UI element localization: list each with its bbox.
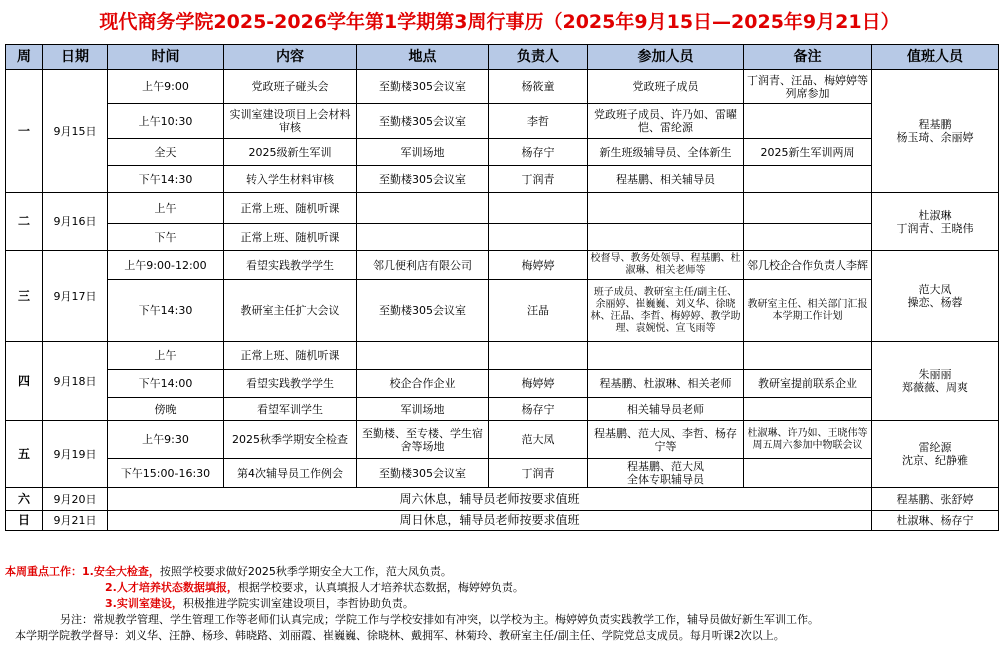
participants-cell: 相关辅导员老师	[588, 398, 744, 421]
table-row	[6, 398, 999, 421]
time-cell: 下午15:00-16:30	[108, 459, 224, 488]
owner-cell	[489, 193, 588, 224]
duty-cell: 范大凤 操恋、杨蓉	[872, 251, 999, 342]
note-cell	[744, 166, 872, 193]
footer-supervisor-line: 本学期学院教学督导：刘义华、汪静、杨珍、韩晓路、刘丽霞、崔巍巍、徐晓林、戴拥军、林菊玲、教研室主任/副主任、学院党总支成员。每月听课2次以上。	[15, 629, 785, 642]
header-place: 地点	[357, 45, 489, 70]
header-participants: 参加人员	[588, 45, 744, 70]
place-cell: 军训场地	[357, 139, 489, 166]
note-cell: 邻几校企合作负责人李辉	[744, 251, 872, 280]
key-item-2-body: 根据学校要求，认真填报人才培养状态数据，梅婷婷负责。	[237, 581, 524, 594]
place-cell: 至勤楼、至专楼、学生宿舍等场地	[357, 421, 489, 459]
owner-cell: 杨筱童	[489, 70, 588, 104]
table-row	[6, 139, 999, 166]
header-time: 时间	[108, 45, 224, 70]
date-cell: 9月18日	[43, 342, 108, 421]
time-cell: 下午14:00	[108, 370, 224, 398]
owner-cell	[489, 224, 588, 251]
duty-cell: 程基鹏 杨玉琦、余丽婷	[872, 70, 999, 193]
merged-rest-cell: 周六休息，辅导员老师按要求值班	[108, 488, 872, 511]
content-cell: 党政班子碰头会	[224, 70, 357, 104]
time-cell: 上午9:00	[108, 70, 224, 104]
participants-cell	[588, 342, 744, 370]
date-cell: 9月21日	[43, 511, 108, 531]
owner-cell: 丁润青	[489, 166, 588, 193]
time-cell: 上午	[108, 193, 224, 224]
note-cell: 丁润青、汪晶、梅婷婷等列席参加	[744, 70, 872, 104]
table-row	[6, 511, 999, 531]
place-cell: 军训场地	[357, 398, 489, 421]
footer-note-line: 另注：常规教学管理、学生管理工作等老师们认真完成；学院工作与学校安排如有冲突，以学校为主。梅婷婷负责实践教学工作，辅导员做好新生军训工作。	[60, 613, 819, 626]
owner-cell: 范大凤	[489, 421, 588, 459]
participants-cell	[588, 224, 744, 251]
note-cell: 杜淑琳、许乃如、王晓伟等周五周六参加中物联会议	[744, 421, 872, 459]
header-content: 内容	[224, 45, 357, 70]
owner-cell: 汪晶	[489, 280, 588, 342]
participants-cell: 校督导、教务处领导、程基鹏、杜淑琳、相关老师等	[588, 251, 744, 280]
time-cell: 上午	[108, 342, 224, 370]
header-owner: 负责人	[489, 45, 588, 70]
header-week: 周	[6, 45, 43, 70]
schedule-table	[5, 44, 999, 531]
table-row	[6, 280, 999, 342]
weekday-cell: 日	[6, 511, 43, 531]
content-cell: 正常上班、随机听课	[224, 224, 357, 251]
weekday-cell: 一	[6, 70, 43, 193]
place-cell: 至勤楼305会议室	[357, 70, 489, 104]
participants-cell: 新生班级辅导员、全体新生	[588, 139, 744, 166]
duty-cell: 杜淑琳、杨存宁	[872, 511, 999, 531]
note-cell	[744, 398, 872, 421]
note-cell	[744, 224, 872, 251]
key-item-1-body: 按照学校要求做好2025秋季学期安全大工作，范大凤负责。	[159, 565, 452, 578]
time-cell: 下午	[108, 224, 224, 251]
header-note: 备注	[744, 45, 872, 70]
owner-cell: 梅婷婷	[489, 370, 588, 398]
place-cell	[357, 193, 489, 224]
content-cell: 正常上班、随机听课	[224, 193, 357, 224]
duty-cell: 杜淑琳 丁润青、王晓伟	[872, 193, 999, 251]
owner-cell	[489, 342, 588, 370]
table-row	[6, 488, 999, 511]
participants-cell: 党政班子成员	[588, 70, 744, 104]
participants-cell: 程基鹏、杜淑琳、相关老师	[588, 370, 744, 398]
content-cell: 看望实践教学学生	[224, 251, 357, 280]
table-row	[6, 104, 999, 139]
key-item-3-head: 3.实训室建设，	[105, 597, 183, 610]
participants-cell	[588, 193, 744, 224]
content-cell: 正常上班、随机听课	[224, 342, 357, 370]
table-row	[6, 70, 999, 104]
footer-line-3	[5, 596, 998, 612]
content-cell: 看望实践教学学生	[224, 370, 357, 398]
owner-cell: 杨存宁	[489, 398, 588, 421]
table-row	[6, 421, 999, 459]
place-cell	[357, 342, 489, 370]
time-cell: 上午9:30	[108, 421, 224, 459]
key-item-1-head: 1.安全大检查，	[82, 565, 160, 578]
note-cell: 2025新生军训两周	[744, 139, 872, 166]
footer-notes	[5, 564, 998, 644]
note-cell	[744, 104, 872, 139]
content-cell: 2025秋季学期安全检查	[224, 421, 357, 459]
time-cell: 上午10:30	[108, 104, 224, 139]
date-cell: 9月19日	[43, 421, 108, 488]
key-item-3-body: 积极推进学院实训室建设项目，李哲协助负责。	[182, 597, 414, 610]
weekday-cell: 二	[6, 193, 43, 251]
place-cell: 至勤楼305会议室	[357, 166, 489, 193]
date-cell: 9月15日	[43, 70, 108, 193]
table-row	[6, 193, 999, 224]
place-cell: 邻几便利店有限公司	[357, 251, 489, 280]
weekday-cell: 四	[6, 342, 43, 421]
place-cell: 校企合作企业	[357, 370, 489, 398]
note-cell: 教研室主任、相关部门汇报本学期工作计划	[744, 280, 872, 342]
participants-cell: 程基鹏、相关辅导员	[588, 166, 744, 193]
key-item-2-head: 2.人才培养状态数据填报，	[105, 581, 238, 594]
duty-cell: 朱丽丽 郑薇薇、周爽	[872, 342, 999, 421]
time-cell: 下午14:30	[108, 166, 224, 193]
note-cell	[744, 459, 872, 488]
owner-cell: 梅婷婷	[489, 251, 588, 280]
date-cell: 9月17日	[43, 251, 108, 342]
schedule-body	[6, 70, 999, 531]
footer-line-2	[5, 580, 998, 596]
time-cell: 傍晚	[108, 398, 224, 421]
duty-cell: 雷纶源 沈京、纪静雅	[872, 421, 999, 488]
date-cell: 9月16日	[43, 193, 108, 251]
header-row	[6, 45, 999, 70]
time-cell: 上午9:00-12:00	[108, 251, 224, 280]
table-row	[6, 224, 999, 251]
duty-cell: 程基鹏、张舒婷	[872, 488, 999, 511]
footer-line-1	[5, 564, 998, 580]
place-cell: 至勤楼305会议室	[357, 459, 489, 488]
time-cell: 全天	[108, 139, 224, 166]
place-cell: 至勤楼305会议室	[357, 104, 489, 139]
content-cell: 教研室主任扩大会议	[224, 280, 357, 342]
participants-cell: 程基鹏、范大凤、李哲、杨存宁等	[588, 421, 744, 459]
time-cell: 下午14:30	[108, 280, 224, 342]
content-cell: 2025级新生军训	[224, 139, 357, 166]
content-cell: 看望军训学生	[224, 398, 357, 421]
table-row	[6, 251, 999, 280]
key-work-label: 本周重点工作：	[5, 565, 82, 578]
weekday-cell: 三	[6, 251, 43, 342]
header-duty: 值班人员	[872, 45, 999, 70]
header-date: 日期	[43, 45, 108, 70]
owner-cell: 杨存宁	[489, 139, 588, 166]
owner-cell: 李哲	[489, 104, 588, 139]
merged-rest-cell: 周日休息，辅导员老师按要求值班	[108, 511, 872, 531]
content-cell: 实训室建设项目上会材料审核	[224, 104, 357, 139]
note-cell	[744, 193, 872, 224]
note-cell	[744, 342, 872, 370]
note-cell: 教研室提前联系企业	[744, 370, 872, 398]
weekday-cell: 六	[6, 488, 43, 511]
owner-cell: 丁润青	[489, 459, 588, 488]
participants-cell: 班子成员、教研室主任/副主任、余丽婷、崔巍巍、刘义华、徐晓林、汪晶、李哲、梅婷婷、教学助理、袁婉悦、宣飞雨等	[588, 280, 744, 342]
table-row	[6, 166, 999, 193]
participants-cell: 程基鹏、范大凤 全体专职辅导员	[588, 459, 744, 488]
weekday-cell: 五	[6, 421, 43, 488]
table-row	[6, 342, 999, 370]
date-cell: 9月20日	[43, 488, 108, 511]
place-cell	[357, 224, 489, 251]
content-cell: 第4次辅导员工作例会	[224, 459, 357, 488]
table-row	[6, 370, 999, 398]
page-title: 现代商务学院2025-2026学年第1学期第3周行事历（2025年9月15日—2025年9月21日）	[99, 11, 900, 33]
content-cell: 转入学生材料审核	[224, 166, 357, 193]
table-row	[6, 459, 999, 488]
participants-cell: 党政班子成员、许乃如、雷曜恺、雷纶源	[588, 104, 744, 139]
place-cell: 至勤楼305会议室	[357, 280, 489, 342]
